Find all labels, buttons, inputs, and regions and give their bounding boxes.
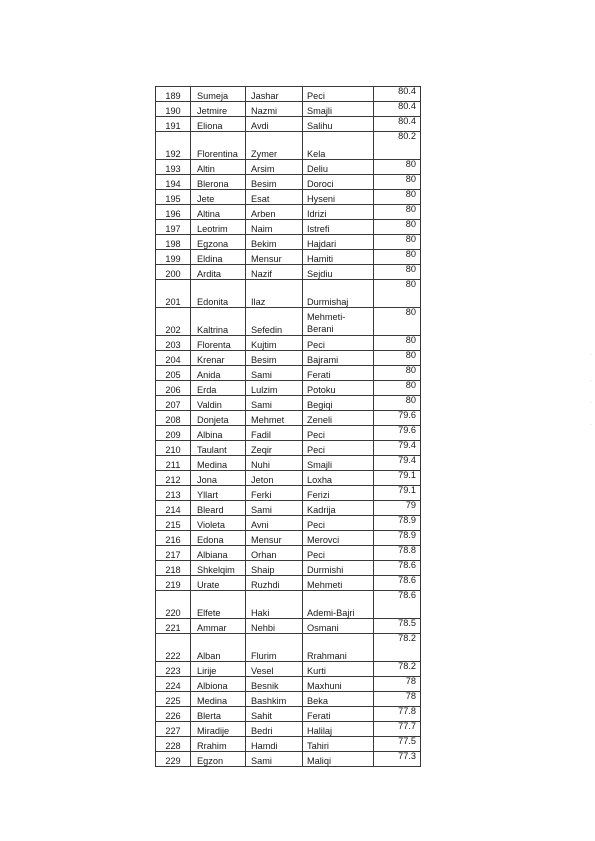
row-number-cell: 210 <box>156 441 191 456</box>
score-cell: 80 <box>374 366 421 381</box>
first-name-cell: Erda <box>191 381 246 396</box>
first-name-cell: Jete <box>191 190 246 205</box>
first-name-cell: Lirije <box>191 662 246 677</box>
father-name-cell: Zymer <box>246 132 303 160</box>
last-name-cell: Kela <box>303 132 374 160</box>
father-name-cell: Bedri <box>246 722 303 737</box>
first-name-cell: Eldina <box>191 250 246 265</box>
last-name-cell: Ademi-Bajri <box>303 591 374 619</box>
table-row <box>156 381 421 396</box>
table-row <box>156 752 421 767</box>
father-name-cell: Nehbi <box>246 619 303 634</box>
last-name-cell: Peci <box>303 426 374 441</box>
table-row <box>156 516 421 531</box>
row-number-cell: 215 <box>156 516 191 531</box>
first-name-cell: Shkelqim <box>191 561 246 576</box>
score-cell: 80 <box>374 250 421 265</box>
table-row <box>156 87 421 102</box>
first-name-cell: Edonita <box>191 280 246 308</box>
row-number-cell: 199 <box>156 250 191 265</box>
last-name-cell: Ferati <box>303 366 374 381</box>
first-name-cell: Altin <box>191 160 246 175</box>
last-name-cell: Kadrija <box>303 501 374 516</box>
table-row <box>156 531 421 546</box>
score-cell: 78.9 <box>374 516 421 531</box>
father-name-cell: Besim <box>246 351 303 366</box>
first-name-cell: Egzona <box>191 235 246 250</box>
first-name-cell: Medina <box>191 456 246 471</box>
row-number-cell: 207 <box>156 396 191 411</box>
last-name-cell: Idrizi <box>303 205 374 220</box>
father-name-cell: Naim <box>246 220 303 235</box>
row-number-cell: 217 <box>156 546 191 561</box>
last-name-cell: Smajli <box>303 456 374 471</box>
row-number-cell: 212 <box>156 471 191 486</box>
score-cell: 80 <box>374 351 421 366</box>
last-name-cell: Peci <box>303 87 374 102</box>
first-name-cell: Albiona <box>191 677 246 692</box>
father-name-cell: Lulzim <box>246 381 303 396</box>
first-name-cell: Violeta <box>191 516 246 531</box>
father-name-cell: Avdi <box>246 117 303 132</box>
table-row <box>156 411 421 426</box>
first-name-cell: Leotrim <box>191 220 246 235</box>
table-row <box>156 662 421 677</box>
first-name-cell: Ardita <box>191 265 246 280</box>
father-name-cell: Jashar <box>246 87 303 102</box>
score-cell: 80.2 <box>374 132 421 160</box>
last-name-cell: Loxha <box>303 471 374 486</box>
row-number-cell: 205 <box>156 366 191 381</box>
last-name-cell: Durmishi <box>303 561 374 576</box>
first-name-cell: Bleard <box>191 501 246 516</box>
father-name-cell: Nuhi <box>246 456 303 471</box>
last-name-cell: Peci <box>303 336 374 351</box>
row-number-cell: 208 <box>156 411 191 426</box>
father-name-cell: Arben <box>246 205 303 220</box>
score-cell: 78.2 <box>374 662 421 677</box>
score-cell: 78.8 <box>374 546 421 561</box>
row-number-cell: 203 <box>156 336 191 351</box>
score-cell: 78.5 <box>374 619 421 634</box>
score-cell: 77.3 <box>374 752 421 767</box>
last-name-cell: Kurti <box>303 662 374 677</box>
last-name-cell: Smajli <box>303 102 374 117</box>
first-name-cell: Eliona <box>191 117 246 132</box>
row-number-cell: 224 <box>156 677 191 692</box>
score-cell: 78.9 <box>374 531 421 546</box>
father-name-cell: Haki <box>246 591 303 619</box>
row-number-cell: 192 <box>156 132 191 160</box>
score-cell: 80 <box>374 265 421 280</box>
first-name-cell: Elfete <box>191 591 246 619</box>
row-number-cell: 216 <box>156 531 191 546</box>
table-row <box>156 102 421 117</box>
score-cell: 79.1 <box>374 471 421 486</box>
father-name-cell: Mensur <box>246 250 303 265</box>
first-name-cell: Valdin <box>191 396 246 411</box>
father-name-cell: Sami <box>246 501 303 516</box>
score-cell: 80 <box>374 235 421 250</box>
score-cell: 78 <box>374 692 421 707</box>
last-name-cell: Tahiri <box>303 737 374 752</box>
father-name-cell: Jeton <box>246 471 303 486</box>
row-number-cell: 222 <box>156 634 191 662</box>
last-name-cell: Bajrami <box>303 351 374 366</box>
score-cell: 80 <box>374 220 421 235</box>
row-number-cell: 214 <box>156 501 191 516</box>
last-name-cell: Peci <box>303 516 374 531</box>
last-name-cell: Merovci <box>303 531 374 546</box>
last-name-cell: Maliqi <box>303 752 374 767</box>
table-row <box>156 190 421 205</box>
last-name-cell: Sejdiu <box>303 265 374 280</box>
last-name-cell: Hajdari <box>303 235 374 250</box>
father-name-cell: Bashkim <box>246 692 303 707</box>
row-number-cell: 195 <box>156 190 191 205</box>
first-name-cell: Kaltrina <box>191 308 246 336</box>
score-cell: 79.4 <box>374 456 421 471</box>
row-number-cell: 197 <box>156 220 191 235</box>
table-row <box>156 250 421 265</box>
score-cell: 78.6 <box>374 561 421 576</box>
father-name-cell: Nazmi <box>246 102 303 117</box>
row-number-cell: 190 <box>156 102 191 117</box>
table-row <box>156 160 421 175</box>
last-name-cell: Mehmeti-Berani <box>303 308 374 336</box>
row-number-cell: 202 <box>156 308 191 336</box>
father-name-cell: Sami <box>246 396 303 411</box>
table-row <box>156 737 421 752</box>
table-row <box>156 619 421 634</box>
table-row <box>156 471 421 486</box>
father-name-cell: Flurim <box>246 634 303 662</box>
last-name-cell: Salihu <box>303 117 374 132</box>
row-number-cell: 221 <box>156 619 191 634</box>
last-name-cell: Osmani <box>303 619 374 634</box>
last-name-cell: Hyseni <box>303 190 374 205</box>
row-number-cell: 226 <box>156 707 191 722</box>
table-row <box>156 308 421 336</box>
score-cell: 79.4 <box>374 441 421 456</box>
row-number-cell: 196 <box>156 205 191 220</box>
score-cell: 80.4 <box>374 102 421 117</box>
father-name-cell: Sahit <box>246 707 303 722</box>
table-row <box>156 351 421 366</box>
father-name-cell: Nazif <box>246 265 303 280</box>
row-number-cell: 223 <box>156 662 191 677</box>
results-table-body <box>156 87 421 767</box>
row-number-cell: 227 <box>156 722 191 737</box>
table-row <box>156 707 421 722</box>
father-name-cell: Bekim <box>246 235 303 250</box>
table-row <box>156 396 421 411</box>
table-row <box>156 336 421 351</box>
father-name-cell: Mehmet <box>246 411 303 426</box>
table-row <box>156 692 421 707</box>
first-name-cell: Rrahim <box>191 737 246 752</box>
score-cell: 80.4 <box>374 87 421 102</box>
last-name-cell: Doroci <box>303 175 374 190</box>
table-row <box>156 426 421 441</box>
first-name-cell: Anida <box>191 366 246 381</box>
row-number-cell: 201 <box>156 280 191 308</box>
father-name-cell: Sefedin <box>246 308 303 336</box>
father-name-cell: Avni <box>246 516 303 531</box>
score-cell: 77.8 <box>374 707 421 722</box>
row-number-cell: 229 <box>156 752 191 767</box>
father-name-cell: Besim <box>246 175 303 190</box>
father-name-cell: Arsim <box>246 160 303 175</box>
father-name-cell: Ilaz <box>246 280 303 308</box>
first-name-cell: Blerona <box>191 175 246 190</box>
first-name-cell: Alban <box>191 634 246 662</box>
row-number-cell: 219 <box>156 576 191 591</box>
last-name-cell: Hamiti <box>303 250 374 265</box>
score-cell: 80.4 <box>374 117 421 132</box>
last-name-cell: Potoku <box>303 381 374 396</box>
row-number-cell: 220 <box>156 591 191 619</box>
last-name-cell: Deliu <box>303 160 374 175</box>
table-row <box>156 546 421 561</box>
row-number-cell: 225 <box>156 692 191 707</box>
row-number-cell: 200 <box>156 265 191 280</box>
table-row <box>156 501 421 516</box>
score-cell: 78.6 <box>374 576 421 591</box>
last-name-cell: Ferati <box>303 707 374 722</box>
first-name-cell: Albiana <box>191 546 246 561</box>
score-cell: 79.6 <box>374 426 421 441</box>
row-number-cell: 198 <box>156 235 191 250</box>
row-number-cell: 209 <box>156 426 191 441</box>
score-cell: 77.5 <box>374 737 421 752</box>
father-name-cell: Sami <box>246 752 303 767</box>
last-name-cell: Istrefi <box>303 220 374 235</box>
first-name-cell: Egzon <box>191 752 246 767</box>
table-row <box>156 456 421 471</box>
score-cell: 79 <box>374 501 421 516</box>
row-number-cell: 206 <box>156 381 191 396</box>
table-row <box>156 677 421 692</box>
father-name-cell: Fadil <box>246 426 303 441</box>
score-cell: 80 <box>374 160 421 175</box>
score-cell: 80 <box>374 336 421 351</box>
score-cell: 80 <box>374 308 421 336</box>
table-row <box>156 132 421 160</box>
score-cell: 78 <box>374 677 421 692</box>
first-name-cell: Taulant <box>191 441 246 456</box>
father-name-cell: Vesel <box>246 662 303 677</box>
score-cell: 80 <box>374 381 421 396</box>
father-name-cell: Zeqir <box>246 441 303 456</box>
row-number-cell: 218 <box>156 561 191 576</box>
row-number-cell: 211 <box>156 456 191 471</box>
first-name-cell: Blerta <box>191 707 246 722</box>
father-name-cell: Hamdi <box>246 737 303 752</box>
table-row <box>156 235 421 250</box>
first-name-cell: Altina <box>191 205 246 220</box>
score-cell: 77.7 <box>374 722 421 737</box>
father-name-cell: Orhan <box>246 546 303 561</box>
father-name-cell: Sami <box>246 366 303 381</box>
results-table <box>155 86 421 767</box>
first-name-cell: Edona <box>191 531 246 546</box>
first-name-cell: Yllart <box>191 486 246 501</box>
table-row <box>156 220 421 235</box>
score-cell: 80 <box>374 280 421 308</box>
last-name-cell: Peci <box>303 546 374 561</box>
father-name-cell: Kujtim <box>246 336 303 351</box>
table-row <box>156 175 421 190</box>
score-cell: 80 <box>374 396 421 411</box>
father-name-cell: Ferki <box>246 486 303 501</box>
score-cell: 79.6 <box>374 411 421 426</box>
margin-mark: · <box>590 378 592 384</box>
last-name-cell: Beka <box>303 692 374 707</box>
first-name-cell: Miradije <box>191 722 246 737</box>
score-cell: 80 <box>374 205 421 220</box>
row-number-cell: 194 <box>156 175 191 190</box>
last-name-cell: Ferizi <box>303 486 374 501</box>
table-row <box>156 366 421 381</box>
last-name-cell: Halilaj <box>303 722 374 737</box>
table-row <box>156 486 421 501</box>
father-name-cell: Esat <box>246 190 303 205</box>
table-row <box>156 634 421 662</box>
row-number-cell: 204 <box>156 351 191 366</box>
last-name-cell: Rrahmani <box>303 634 374 662</box>
table-row <box>156 441 421 456</box>
last-name-cell: Maxhuni <box>303 677 374 692</box>
table-row <box>156 205 421 220</box>
first-name-cell: Krenar <box>191 351 246 366</box>
margin-mark: · <box>590 400 592 406</box>
score-cell: 80 <box>374 175 421 190</box>
first-name-cell: Sumeja <box>191 87 246 102</box>
score-cell: 80 <box>374 190 421 205</box>
first-name-cell: Florenta <box>191 336 246 351</box>
row-number-cell: 213 <box>156 486 191 501</box>
row-number-cell: 193 <box>156 160 191 175</box>
last-name-cell: Begiqi <box>303 396 374 411</box>
last-name-cell: Mehmeti <box>303 576 374 591</box>
first-name-cell: Albina <box>191 426 246 441</box>
score-cell: 78.6 <box>374 591 421 619</box>
first-name-cell: Jona <box>191 471 246 486</box>
last-name-cell: Peci <box>303 441 374 456</box>
table-row <box>156 117 421 132</box>
father-name-cell: Besnik <box>246 677 303 692</box>
table-row <box>156 722 421 737</box>
last-name-cell: Durmishaj <box>303 280 374 308</box>
father-name-cell: Shaip <box>246 561 303 576</box>
table-row <box>156 591 421 619</box>
first-name-cell: Urate <box>191 576 246 591</box>
table-row <box>156 561 421 576</box>
score-cell: 78.2 <box>374 634 421 662</box>
first-name-cell: Florentina <box>191 132 246 160</box>
first-name-cell: Medina <box>191 692 246 707</box>
father-name-cell: Mensur <box>246 531 303 546</box>
table-row <box>156 576 421 591</box>
row-number-cell: 189 <box>156 87 191 102</box>
father-name-cell: Ruzhdi <box>246 576 303 591</box>
first-name-cell: Jetmire <box>191 102 246 117</box>
margin-mark: · <box>590 352 592 358</box>
table-row <box>156 265 421 280</box>
row-number-cell: 228 <box>156 737 191 752</box>
first-name-cell: Donjeta <box>191 411 246 426</box>
margin-mark: · <box>590 422 592 428</box>
last-name-cell: Zeneli <box>303 411 374 426</box>
score-cell: 79.1 <box>374 486 421 501</box>
first-name-cell: Ammar <box>191 619 246 634</box>
table-row <box>156 280 421 308</box>
row-number-cell: 191 <box>156 117 191 132</box>
